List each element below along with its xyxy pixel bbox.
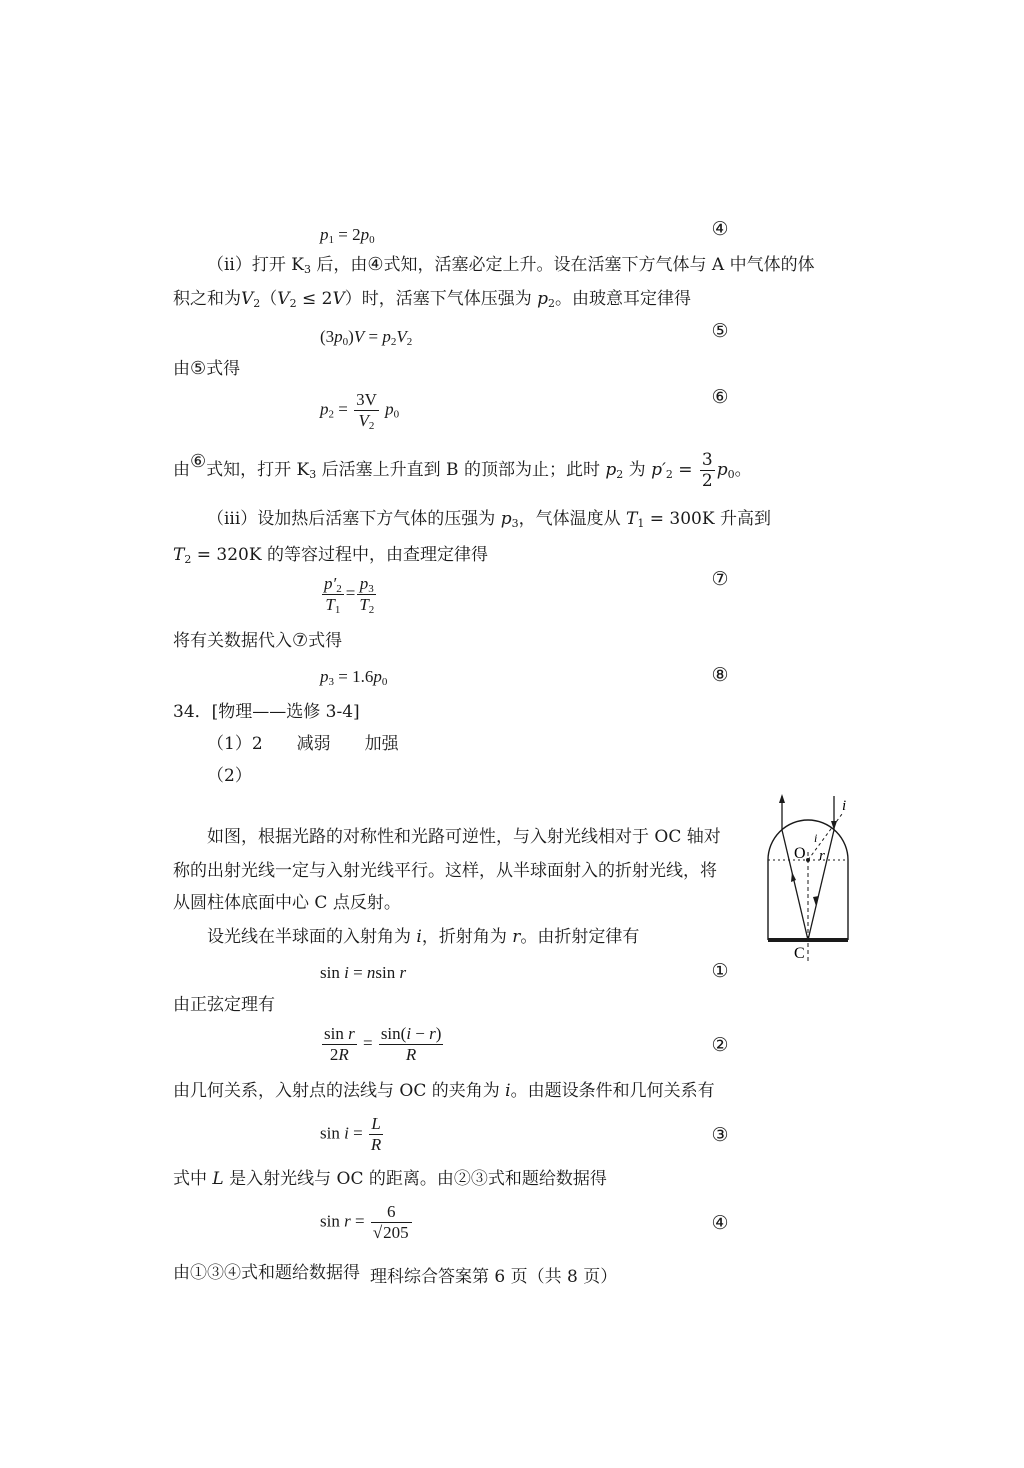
equation-4b: sin r = $\frac{6}{√205}$ xyxy=(320,1202,414,1243)
page-footer: 理科综合答案第 6 页（共 8 页） xyxy=(370,1267,618,1287)
equation-3: sin i = $\frac{L}{R}$ xyxy=(320,1114,382,1154)
equation-number-1: ① xyxy=(711,960,729,982)
refracted-ray xyxy=(808,830,834,940)
substitute-eq7: 将有关数据代入⑦式得 xyxy=(173,630,343,651)
equation-number-6: ⑥ xyxy=(711,386,729,408)
equation-number-7: ⑦ xyxy=(711,568,729,590)
sine-law-text: 由正弦定理有 xyxy=(173,995,275,1015)
para1-line-1: 如图，根据光路的对称性和光路可逆性，与入射光线相对于 OC 轴对 xyxy=(207,827,721,847)
equation-number-4b: ④ xyxy=(711,1212,729,1234)
label-r: r xyxy=(819,848,825,864)
from-eq6: 由⑥式知，打开 $K_3$ 后活塞上升直到 B 的顶部为止；此时 $p_2$ 为 $p'_2$ = $\frac{3}{2}$ $p_0$。 xyxy=(173,450,752,491)
equation-p1: $p_1 = 2p_0$ xyxy=(320,225,375,246)
equation-8: $p_3 = 1.6p_0$ xyxy=(320,667,388,688)
iii-line-2: $T_2 = 320K$ 的等容过程中，由查理定律得 xyxy=(173,545,488,566)
ii-line-1: （ii）打开 $K_3$ 后，由④式知，活塞必定上升。设在活塞下方气体与 A 中气体的体 xyxy=(207,254,815,276)
iii-line-1: （iii）设加热后活塞下方气体的压强为 $p_3$，气体温度从 $T_1 = 300K$ 升高到 xyxy=(207,509,771,530)
equation-number-2: ② xyxy=(711,1034,729,1056)
optics-figure xyxy=(750,790,860,970)
equation-7: $\frac{p'_2}{T_1}$ = $\frac{p_3}{T_2}$ xyxy=(324,574,375,616)
para2: 设光线在半球面的入射角为 i，折射角为 r。由折射定律有 xyxy=(207,927,640,947)
final-line: 由①③④式和题给数据得 xyxy=(173,1263,360,1283)
section-34-part1: （1）2 减弱 加强 xyxy=(207,734,399,754)
label-i: i xyxy=(814,831,818,845)
geometry-text: 由几何关系，入射点的法线与 OC 的夹角为 i。由题设条件和几何关系有 xyxy=(173,1081,715,1101)
equation-sine-law: $\frac{\text{sin r}}{2R}$ = $\frac{\sin(i - r)}{R}$ xyxy=(324,1024,442,1064)
equation-number-8: ⑧ xyxy=(711,664,729,686)
equation-number-4a: ④ xyxy=(711,218,729,240)
para1-line-3: 从圆柱体底面中心 C 点反射。 xyxy=(173,893,401,913)
section-34-part2: （2） xyxy=(207,766,252,786)
para1-line-2: 称的出射光线一定与入射光线平行。这样，从半球面射入的折射光线，将 xyxy=(173,861,717,881)
equation-6: $p_2$ = $\frac{3V}{V_2}$ $p_0$ xyxy=(320,390,400,432)
L-definition: 式中 L 是入射光线与 OC 的距离。由②③式和题给数据得 xyxy=(173,1169,607,1189)
equation-number-3: ③ xyxy=(711,1124,729,1146)
label-i-top: i xyxy=(842,798,847,814)
label-o: O xyxy=(794,845,806,862)
section-34-heading: 34．[物理——选修 3-4] xyxy=(173,702,360,722)
ii-line-2: 积之和为$V_2(V_2 \le 2V)$时，活塞下气体压强为 $p_2$。由玻意耳定律得 xyxy=(173,289,692,310)
label-c: C xyxy=(794,945,805,962)
equation-5: $(3p_0)V = p_2V_2$ xyxy=(320,327,413,348)
from-eq5: 由⑤式得 xyxy=(173,358,241,379)
center-o xyxy=(806,858,810,862)
equation-refraction: sin i = nsin r xyxy=(320,963,407,982)
equation-number-5: ⑤ xyxy=(711,320,729,342)
